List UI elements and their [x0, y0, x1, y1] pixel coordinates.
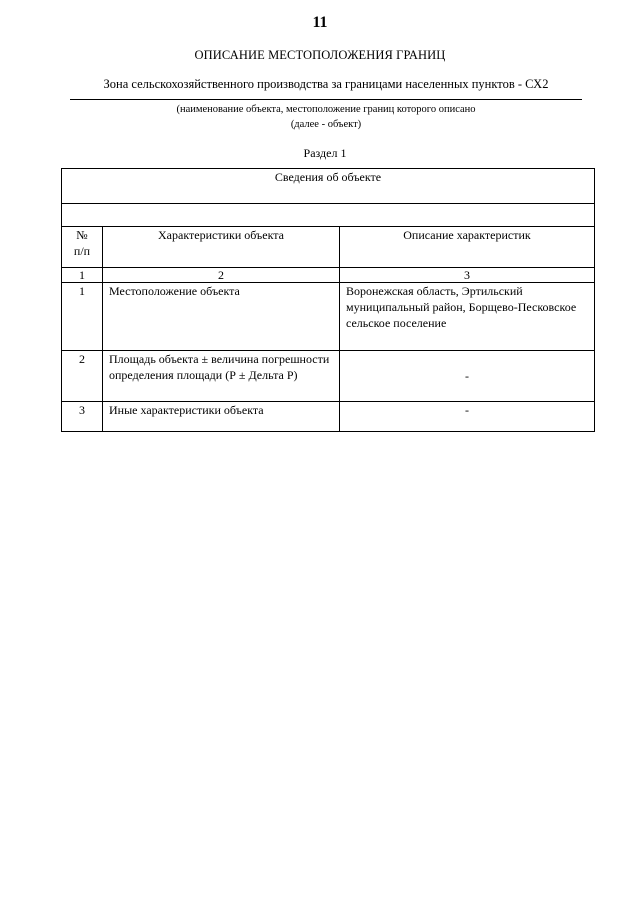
table-header-row: [62, 227, 595, 268]
row-number: 2: [62, 351, 103, 402]
section-label: Раздел 1: [303, 146, 347, 160]
row-number: 3: [62, 402, 103, 432]
column-number: 2: [103, 268, 340, 283]
header-num: № п/п: [62, 227, 103, 268]
object-name: Зона сельскохозяйственного производства за границами населенных пунктов - СХ2: [103, 77, 549, 91]
table-empty-cell: [62, 204, 595, 227]
page-number: 11: [312, 14, 328, 31]
table-row: [62, 402, 595, 432]
row-characteristic: Местоположение объекта: [103, 283, 340, 351]
row-number: 1: [62, 283, 103, 351]
table-empty-row: [62, 204, 595, 227]
row-description: -: [340, 402, 595, 432]
column-number: 1: [62, 268, 103, 283]
row-characteristic: Площадь объекта ± величина погрешности определения площади (Р ± Дельта Р): [103, 351, 340, 402]
column-number: 3: [340, 268, 595, 283]
object-caption-line-2: (далее - объект): [290, 119, 362, 130]
table-title-row: [62, 169, 595, 204]
table-row: [62, 283, 595, 351]
document-title: ОПИСАНИЕ МЕСТОПОЛОЖЕНИЯ ГРАНИЦ: [194, 48, 446, 62]
table-title: Сведения об объекте: [62, 169, 595, 204]
object-caption-line-1: (наименование объекта, местоположение границ которого описано: [176, 104, 476, 115]
row-characteristic: Иные характеристики объекта: [103, 402, 340, 432]
object-info-table: [61, 168, 595, 432]
header-characteristic: Характеристики объекта: [103, 227, 340, 268]
object-caption: [70, 102, 582, 132]
row-description: -: [340, 351, 595, 402]
object-name-underline: [70, 99, 582, 100]
column-number-row: [62, 268, 595, 283]
row-description: Воронежская область, Эртильский муниципальный район, Борщево-Песковское сельское поселение: [340, 283, 595, 351]
table-row: [62, 351, 595, 402]
header-description: Описание характеристик: [340, 227, 595, 268]
